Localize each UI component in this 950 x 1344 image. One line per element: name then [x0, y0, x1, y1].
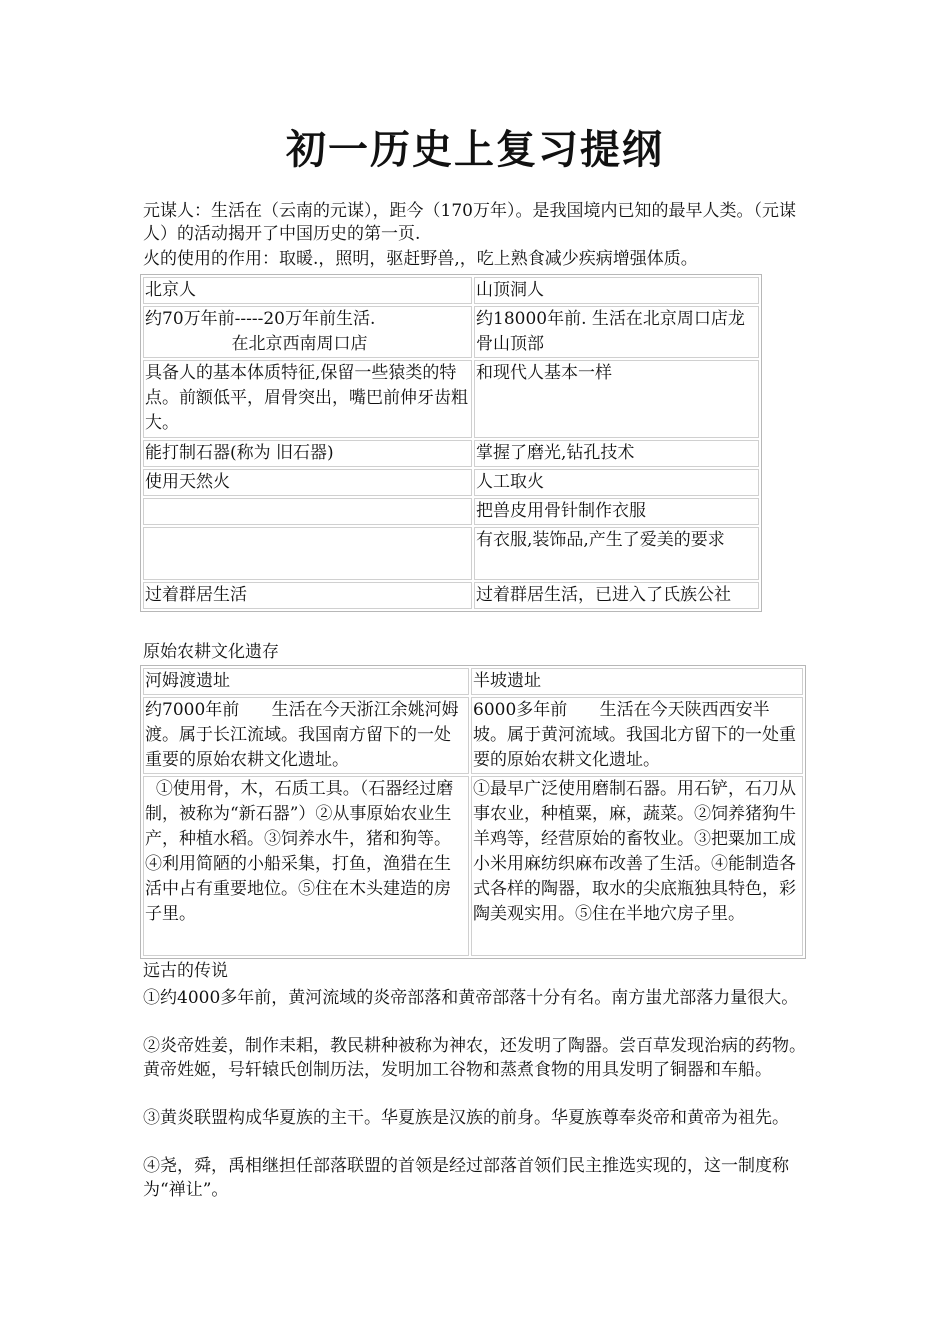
table-cell: ①最早广泛使用磨制石器。用石铲，石刀从事农业，种植粟，麻，蔬菜。②饲养猪狗牛羊鸡等，经营原始的畜牧业。③把粟加工成小米用麻纺织麻布改善了生活。④能制造各式各样的陶器，取水的尖底瓶独具特色，彩陶美观实用。⑤住在半地穴房子里。	[471, 776, 803, 956]
table-row	[143, 527, 759, 579]
table-cell	[143, 498, 472, 525]
table-row	[143, 776, 803, 956]
table-header-row	[143, 277, 759, 304]
table-row	[143, 582, 759, 609]
table-cell: 掌握了磨光,钻孔技术	[474, 440, 759, 467]
table-header-cell: 河姆渡遗址	[143, 668, 469, 695]
comparison-table-hemudu-banpo	[140, 665, 806, 959]
table-cell: 和现代人基本一样	[474, 360, 759, 437]
table-cell: 具备人的基本体质特征,保留一些猿类的特点。前额低平，眉骨突出，嘴巴前伸牙齿粗大。	[143, 360, 472, 437]
table-row	[143, 306, 759, 358]
table-cell: 把兽皮用骨针制作衣服	[474, 498, 759, 525]
table-cell: 约18000年前. 生活在北京周口店龙骨山顶部	[474, 306, 759, 358]
table-header-row	[143, 668, 803, 695]
legend-item: ①约4000多年前，黄河流域的炎帝部落和黄帝部落十分有名。南方蚩尤部落力量很大。	[143, 988, 799, 1008]
table-cell: 过着群居生活	[143, 582, 472, 609]
comparison-table-peking-upper-cave	[140, 274, 762, 612]
section-heading-legends: 远古的传说	[143, 961, 228, 981]
table-header-cell: 山顶洞人	[474, 277, 759, 304]
table-cell	[143, 527, 472, 579]
table-row	[143, 360, 759, 437]
table-cell: ①使用骨，木，石质工具。（石器经过磨制，被称为“新石器”）②从事原始农业生产，种植水稻。③饲养水牛，猪和狗等。④利用简陋的小船采集，打鱼，渔猎在生活中占有重要地位。⑤住在木头建造的房子里。	[143, 776, 469, 956]
legend-item: ②炎帝姓姜，制作耒耜，教民耕种被称为神农，还发明了陶器。尝百草发现治病的药物。 黄帝姓姬，号轩辕氏创制历法，发明加工谷物和蒸煮食物的用具发明了铜器和车船。	[143, 1036, 861, 1080]
table-cell: 有衣服,装饰品,产生了爱美的要求	[474, 527, 759, 579]
table-cell: 过着群居生活，已进入了氏族公社	[474, 582, 759, 609]
table-row	[143, 469, 759, 496]
legend-item: ④尧，舜，禹相继担任部落联盟的首领是经过部落首领们民主推选实现的，这一制度称为“禅让”。	[143, 1156, 789, 1200]
table-header-cell: 半坡遗址	[471, 668, 803, 695]
section-heading-farming: 原始农耕文化遗存	[143, 642, 279, 662]
intro-fire-use: 火的使用的作用：取暖.，照明，驱赶野兽,，吃上熟食减少疾病增强体质。	[143, 249, 698, 269]
intro-yuanmou: 元谋人：生活在（云南的元谋），距今（170万年）。是我国境内已知的最早人类。（元谋人）的活动揭开了中国历史的第一页.	[143, 201, 796, 244]
table-row	[143, 697, 803, 774]
table-row	[143, 498, 759, 525]
table-row	[143, 440, 759, 467]
page-title: 初一历史上复习提纲	[286, 126, 664, 173]
table-cell: 约7000年前 生活在今天浙江余姚河姆渡。属于长江流域。我国南方留下的一处重要的原始农耕文化遗址。	[143, 697, 469, 774]
table-cell: 6000多年前 生活在今天陕西西安半坡。属于黄河流域。我国北方留下的一处重要的原始农耕文化遗址。	[471, 697, 803, 774]
table-cell: 约70万年前-----20万年前生活. 在北京西南周口店	[143, 306, 472, 358]
table-cell: 人工取火	[474, 469, 759, 496]
table-header-cell: 北京人	[143, 277, 472, 304]
table-cell: 能打制石器(称为 旧石器)	[143, 440, 472, 467]
legend-item: ③黄炎联盟构成华夏族的主干。华夏族是汉族的前身。华夏族尊奉炎帝和黄帝为祖先。	[143, 1108, 789, 1128]
table-cell: 使用天然火	[143, 469, 472, 496]
